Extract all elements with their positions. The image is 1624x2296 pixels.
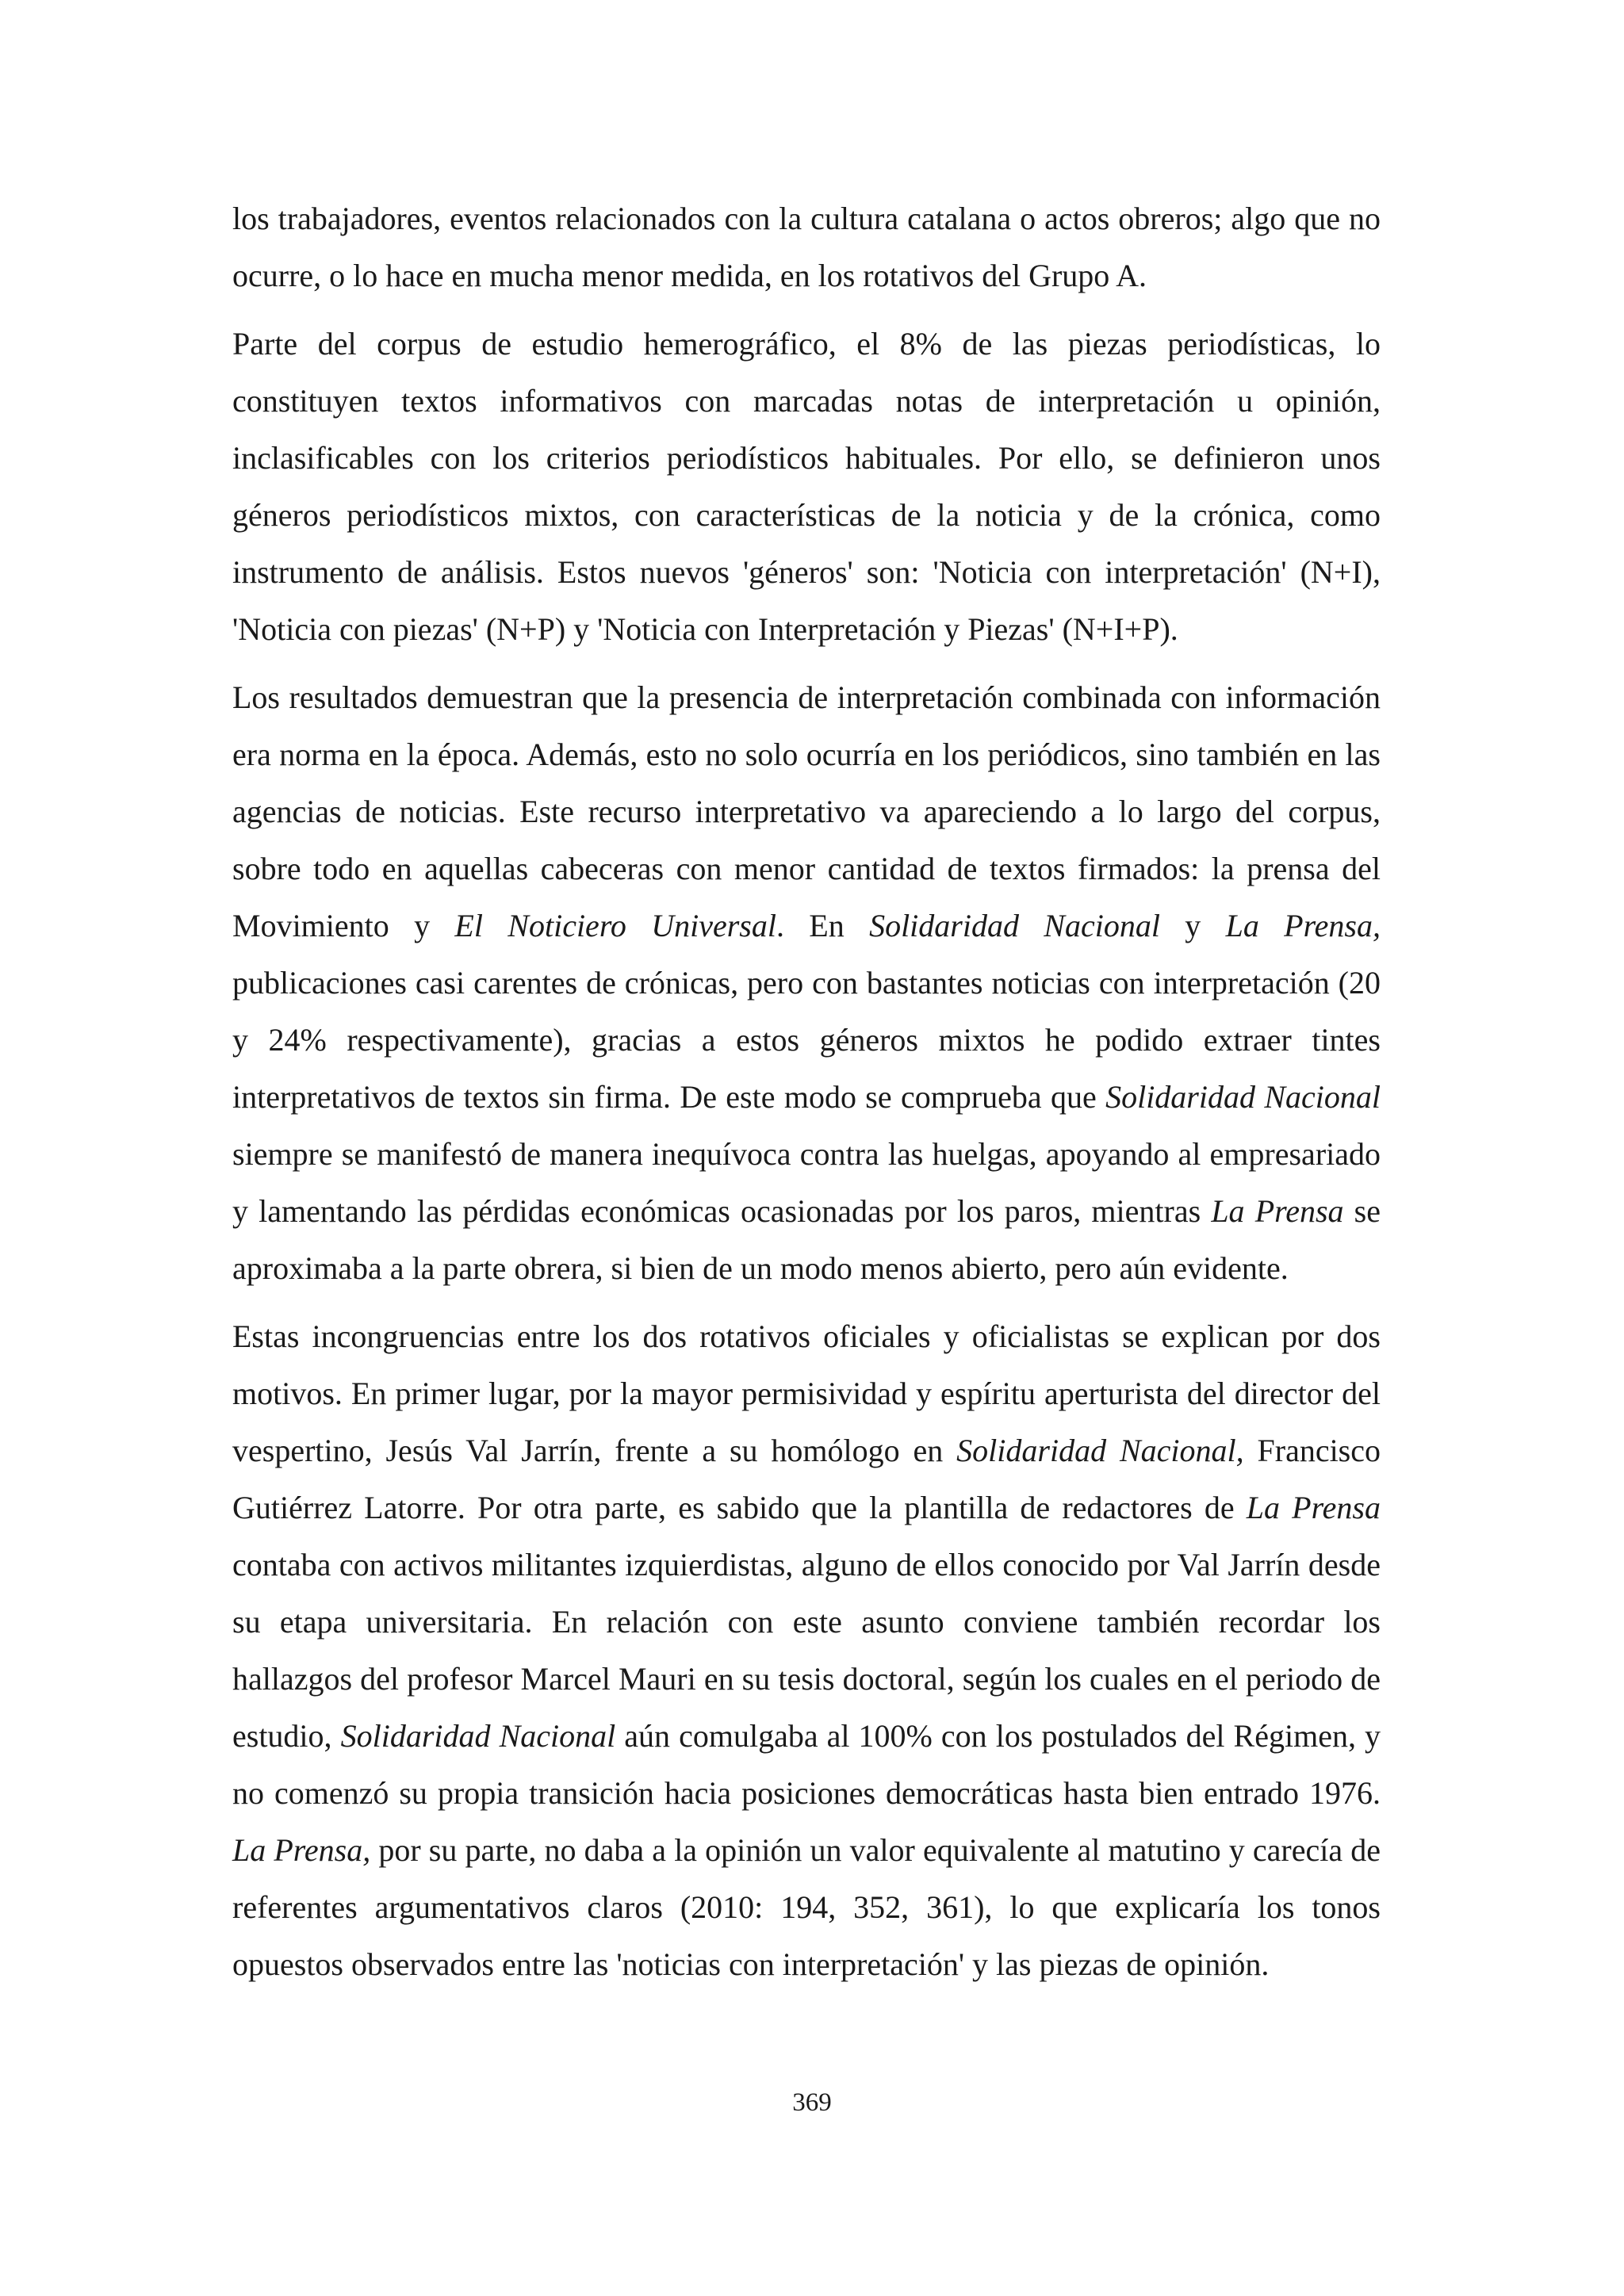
paragraph-4 — [232, 1308, 1381, 1993]
paragraph-2-run-1: Parte del corpus de estudio hemerográfico, el 8% de las piezas periodísticas, lo constituyen textos informativos con marcadas notas de interpretación u opinión, inclasificables con los criterios periodísticos habituales. Por ello, se definieron unos géneros periodísticos mixtos, con características de la noticia y de la crónica, como instrumento de análisis. Estos nuevos 'géneros' son: 'Noticia con interpretación' (N+I), 'Noticia con piezas' (N+P) y 'Noticia con Interpretación y Piezas' (N+I+P). — [232, 326, 1381, 647]
page-number: 369 — [792, 2088, 832, 2117]
paragraph-4-run-5: contaba con activos militantes izquierdistas, alguno de ellos conocido por Val Jarrín desde su etapa universitaria. En relación con este asunto conviene también recordar los hallazgos del profesor Marcel Mauri en su tesis doctoral, según los cuales en el periodo de estudio, — [232, 1547, 1381, 1754]
paragraph-4-title-la-prensa: La Prensa — [1246, 1490, 1381, 1525]
paragraph-4-title-la-prensa-2: La Prensa, — [232, 1832, 371, 1868]
paragraph-3-title-el-noticiero-universal: El Noticiero Universal — [454, 908, 776, 943]
page-body — [232, 190, 1381, 2004]
paragraph-3 — [232, 669, 1381, 1297]
paragraph-3-run-9: siempre se manifestó de manera inequívoca contra las huelgas, apoyando al empresariado y lamentando las pérdidas económicas ocasionadas por los paros, mientras — [232, 1136, 1381, 1229]
paragraph-3-run-1: Los resultados demuestran que la presencia de interpretación combinada con información era norma en la época. Además, esto no solo ocurría en los periódicos, sino también en las agencias de noticias. Este recurso interpretativo va apareciendo a lo largo del corpus, sobre todo en aquellas cabeceras con menor cantidad de textos firmados: la prensa del Movimiento y — [232, 679, 1381, 943]
paragraph-3-run-11: se aproximaba a la parte obrera, si bien de un modo menos abierto, pero aún evidente. — [232, 1193, 1381, 1286]
paragraph-3-title-la-prensa-2: La Prensa — [1211, 1193, 1344, 1229]
paragraph-4-title-solidaridad-nacional: Solidaridad Nacional, — [956, 1433, 1244, 1468]
paragraph-4-run-1: Estas incongruencias entre los dos rotativos oficiales y oficialistas se explican por dos motivos. En primer lugar, por la mayor permisividad y espíritu aperturista del director del vespertino, Jesús Val Jarrín, frente a su homólogo en — [232, 1318, 1381, 1468]
paragraph-3-run-7: publicaciones casi carentes de crónicas, pero con bastantes noticias con interpretación (20 y 24% respectivamente), gracias a estos géneros mixtos he podido extraer tintes interpretativos de textos sin firma. De este modo se comprueba que — [232, 965, 1381, 1115]
paragraph-3-run-3: . En — [776, 908, 870, 943]
paragraph-4-run-9: por su parte, no daba a la opinión un valor equivalente al matutino y carecía de referentes argumentativos claros (2010: 194, 352, 361), lo que explicaría los tonos opuestos observados entre las 'noticias con interpretación' y las piezas de opinión. — [232, 1832, 1381, 1982]
paragraph-1 — [232, 190, 1381, 304]
paragraph-3-title-solidaridad-nacional: Solidaridad Nacional — [869, 908, 1160, 943]
paragraph-3-run-5: y — [1159, 908, 1226, 943]
paragraph-1-run-1: los trabajadores, eventos relacionados con la cultura catalana o actos obreros; algo que no ocurre, o lo hace en mucha menor medida, en los rotativos del Grupo A. — [232, 201, 1381, 293]
paragraph-2 — [232, 316, 1381, 658]
paragraph-4-title-solidaridad-nacional-2: Solidaridad Nacional — [340, 1718, 616, 1754]
paragraph-3-title-solidaridad-nacional-2: Solidaridad Nacional — [1105, 1079, 1381, 1115]
paragraph-4-run-3: Francisco Gutiérrez Latorre. Por otra parte, es sabido que la plantilla de redactores de — [232, 1433, 1381, 1525]
paragraph-3-title-la-prensa: La Prensa, — [1225, 908, 1381, 943]
paragraph-4-run-7: aún comulgaba al 100% con los postulados del Régimen, y no comenzó su propia transición hacia posiciones democráticas hasta bien entrado 1976. — [232, 1718, 1381, 1811]
